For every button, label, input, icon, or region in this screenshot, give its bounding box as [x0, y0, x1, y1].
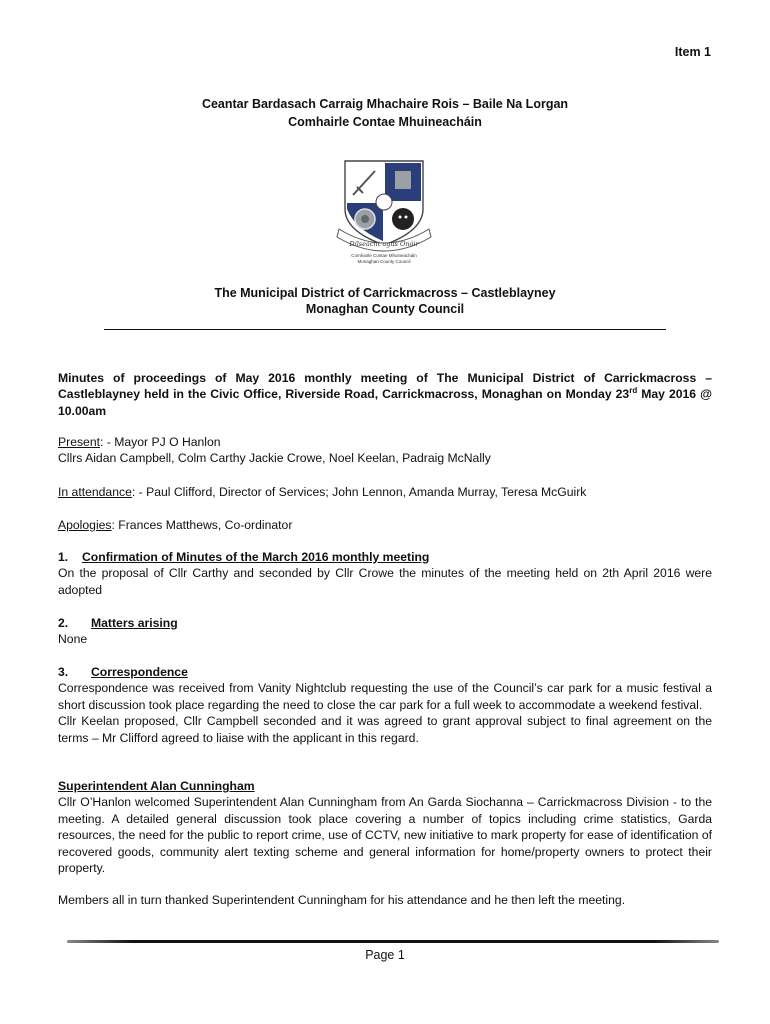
superintendent-section: [58, 778, 712, 909]
council-crest-logo: [333, 157, 435, 265]
attendance-line: In attendance: - Paul Clifford, Director of Services; John Lennon, Amanda Murray, Teresa McGuirk: [58, 485, 587, 499]
item-label: Item 1: [674, 45, 711, 59]
apologies-line: Apologies: Frances Matthews, Co-ordinator: [58, 518, 293, 532]
section-3: [58, 664, 712, 746]
header-irish-title: Ceantar Bardasach Carraig Mhachaire Rois – Baile Na Lorgan: [201, 97, 569, 111]
section-heading: 2. Matters arising: [58, 616, 178, 630]
district-title: The Municipal District of Carrickmacross – Castleblayney: [214, 286, 556, 300]
footer-divider: [67, 940, 719, 943]
district-council: Monaghan County Council: [305, 302, 465, 316]
header-divider: [104, 329, 666, 330]
superintendent-heading: Superintendent Alan Cunningham: [58, 779, 255, 793]
header-irish-council: Comhairle Contae Mhuineacháin: [288, 115, 482, 129]
crest-motto: Dílseacht agus Onóir: [349, 240, 419, 248]
section-paragraph: On the proposal of Cllr Carthy and seconded by Cllr Crowe the minutes of the meeting held on 2th April 2016 were adopted: [58, 566, 712, 597]
page-number: Page 1: [365, 948, 405, 962]
present-block: Present: - Mayor PJ O Hanlon Cllrs Aidan Campbell, Colm Carthy Jackie Crowe, Noel Keelan, Padraig McNally: [58, 434, 712, 467]
crest-caption-irish: Comhairle Contae Mhuineacháin: [351, 253, 417, 258]
intro-paragraph: Minutes of proceedings of May 2016 monthly meeting of The Municipal District of Carrickmacross – Castleblayney held in the Civic Office, Riverside Road, Carrickmacross, Monaghan on Monday 23rd May 2016 @ 10.00am: [58, 371, 712, 418]
apologies-label: Apologies: [58, 518, 112, 532]
present-members: Cllrs Aidan Campbell, Colm Carthy Jackie Crowe, Noel Keelan, Padraig McNally: [58, 451, 491, 466]
section-heading: 1. Confirmation of Minutes of the March 2016 monthly meeting: [58, 550, 430, 564]
superintendent-paragraph: Cllr O’Hanlon welcomed Superintendent Alan Cunningham from An Garda Siochanna – Carrickmacross Division - to the meeting. A detailed general discussion took place covering a number of topics including crime statistics, Garda resources, the need for the public to report crime, use of CCTV, new initiative to mark property for ease of identification of recovered goods, community alert texting scheme and general information for home/property owners to protect their property.: [58, 795, 712, 876]
crest-caption-english: Monaghan County Council: [357, 259, 411, 264]
attendance-label: In attendance: [58, 485, 132, 499]
section-2: [58, 615, 712, 648]
section-1: [58, 549, 712, 598]
superintendent-closing: Members all in turn thanked Superintendent Cunningham for his attendance and he then left the meeting.: [58, 893, 626, 908]
section-paragraph: Correspondence was received from Vanity Nightclub requesting the use of the Council’s car park for a music festival a short discussion took place regarding the need to close the car park for a full week to accommodate a weekend festival.: [58, 681, 712, 712]
section-heading: 3. Correspondence: [58, 665, 188, 679]
section-paragraph: None: [58, 632, 88, 647]
section-paragraph: Cllr Keelan proposed, Cllr Campbell seconded and it was agreed to grant approval subject to final agreement on the terms – Mr Clifford agreed to liaise with the applicant in this regard.: [58, 714, 712, 745]
present-label: Present: [58, 435, 101, 449]
